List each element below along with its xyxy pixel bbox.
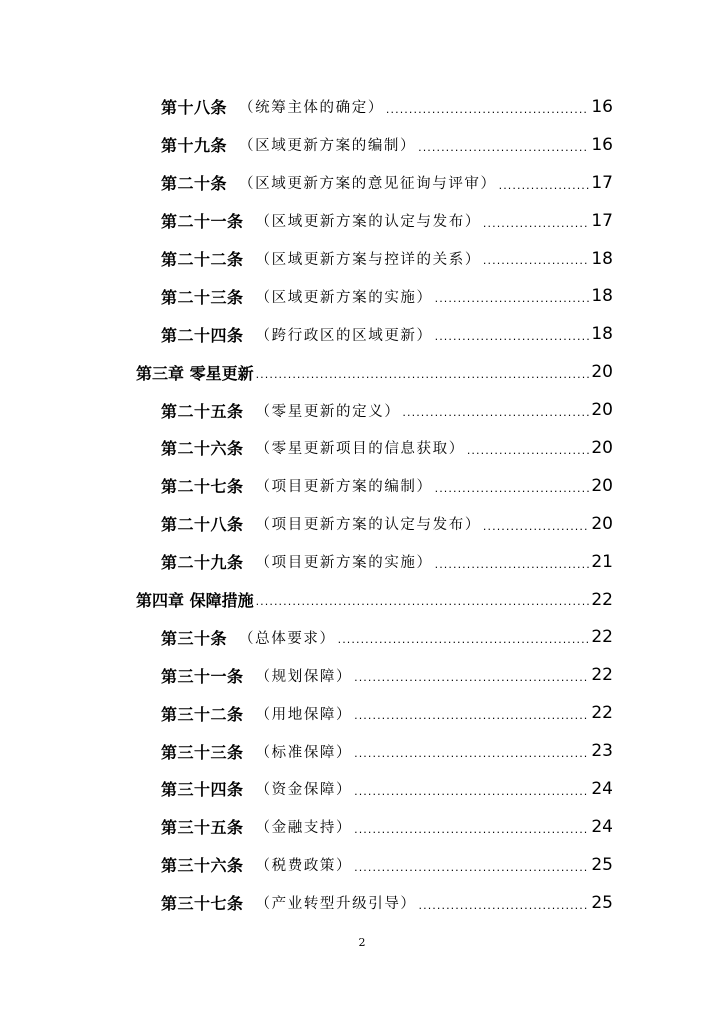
toc-entry-article-30[interactable] <box>0 618 724 656</box>
dot-leader <box>354 747 589 770</box>
article-title: （区域更新方案的意见征询与评审） <box>239 176 497 193</box>
article-number: 第三十条 <box>161 628 228 648</box>
article-number: 第二十三条 <box>161 287 244 307</box>
toc-entry-article-31[interactable] <box>0 656 724 694</box>
article-title: （项目更新方案的认定与发布） <box>255 517 481 534</box>
toc-entry-article-35[interactable] <box>0 808 724 846</box>
article-title: （产业转型升级引导） <box>255 896 417 913</box>
article-title: （用地保障） <box>255 706 353 723</box>
article-number: 第三十七条 <box>161 894 244 914</box>
chapter-title: 第三章 零星更新 <box>136 363 254 383</box>
article-title: （项目更新方案的编制） <box>255 479 433 496</box>
article-number: 第三十五条 <box>161 818 244 838</box>
article-number: 第三十四条 <box>161 780 244 800</box>
page-number: 18 <box>591 248 613 269</box>
article-number: 第十九条 <box>161 136 228 156</box>
dot-leader <box>402 406 589 429</box>
dot-leader <box>338 633 590 656</box>
toc-entry-article-34[interactable] <box>0 770 724 808</box>
dot-leader <box>354 785 589 808</box>
dot-leader <box>256 368 590 391</box>
article-number: 第二十一条 <box>161 212 244 232</box>
dot-leader <box>435 292 590 315</box>
toc-entry-article-20[interactable] <box>0 164 724 202</box>
page-number: 24 <box>591 778 613 799</box>
page-number: 20 <box>591 475 613 496</box>
dot-leader <box>354 671 589 694</box>
dot-leader <box>435 558 590 581</box>
page-number: 20 <box>591 513 613 534</box>
dot-leader <box>435 330 590 353</box>
article-title: （税费政策） <box>255 858 353 875</box>
page-number: 20 <box>591 362 613 383</box>
article-title: （项目更新方案的实施） <box>255 555 433 572</box>
toc-entry-article-26[interactable] <box>0 429 724 467</box>
article-number: 第二十七条 <box>161 477 244 497</box>
page-number: 16 <box>591 134 613 155</box>
article-number: 第二十五条 <box>161 401 244 421</box>
toc-entry-article-37[interactable] <box>0 884 724 922</box>
dot-leader <box>354 709 589 732</box>
dot-leader <box>483 520 589 543</box>
article-title: （区域更新方案的编制） <box>239 138 417 155</box>
page-number: 22 <box>591 665 613 686</box>
dot-leader <box>256 595 590 618</box>
page-number: 22 <box>591 627 613 648</box>
toc-entry-article-28[interactable] <box>0 505 724 543</box>
article-number: 第二十六条 <box>161 439 244 459</box>
page-number: 18 <box>591 324 613 345</box>
article-title: （资金保障） <box>255 782 353 799</box>
article-number: 第三十六条 <box>161 856 244 876</box>
article-number: 第二十条 <box>161 174 228 194</box>
article-title: （规划保障） <box>255 668 353 685</box>
toc-entry-chapter-3[interactable] <box>0 353 724 391</box>
toc-entry-article-25[interactable] <box>0 391 724 429</box>
article-number: 第三十三条 <box>161 742 244 762</box>
page-footer-number: 2 <box>358 936 366 949</box>
dot-leader <box>418 141 589 164</box>
page-number: 20 <box>591 400 613 421</box>
dot-leader <box>483 254 589 277</box>
article-title: （零星更新的定义） <box>255 403 401 420</box>
page-number: 22 <box>591 703 613 724</box>
article-number: 第三十一条 <box>161 666 244 686</box>
article-title: （统筹主体的确定） <box>239 100 384 117</box>
toc-entry-article-21[interactable] <box>0 202 724 240</box>
page-number: 17 <box>591 172 613 193</box>
article-number: 第二十四条 <box>161 325 244 345</box>
toc-entry-article-36[interactable] <box>0 846 724 884</box>
toc-entry-chapter-4[interactable] <box>0 581 724 619</box>
article-title: （区域更新方案的实施） <box>255 289 433 306</box>
toc-entry-article-29[interactable] <box>0 543 724 581</box>
article-number: 第二十二条 <box>161 250 244 269</box>
page-number: 24 <box>591 816 613 837</box>
toc-entry-article-23[interactable] <box>0 277 724 315</box>
article-number: 第二十九条 <box>161 553 244 573</box>
page-number: 25 <box>591 854 613 875</box>
article-number: 第三十二条 <box>161 704 244 724</box>
dot-leader <box>435 482 590 505</box>
article-title: （金融支持） <box>255 820 353 837</box>
page-number: 25 <box>591 892 613 913</box>
dot-leader <box>499 179 590 202</box>
chapter-title: 第四章 保障措施 <box>136 591 254 611</box>
page-number: 18 <box>591 286 613 307</box>
toc-entry-article-24[interactable] <box>0 315 724 353</box>
toc-entry-article-27[interactable] <box>0 467 724 505</box>
toc-entry-article-22[interactable] <box>0 240 724 278</box>
dot-leader <box>419 899 590 922</box>
page-number: 20 <box>591 437 613 458</box>
toc-entry-article-19[interactable] <box>0 126 724 164</box>
dot-leader <box>354 861 589 884</box>
table-of-contents <box>0 88 724 922</box>
page-number: 22 <box>591 589 613 610</box>
article-number: 第十八条 <box>161 98 228 118</box>
dot-leader <box>354 823 589 846</box>
dot-leader <box>467 444 590 467</box>
toc-entry-article-32[interactable] <box>0 694 724 732</box>
page-number: 17 <box>591 210 613 231</box>
toc-entry-article-18[interactable] <box>0 88 724 126</box>
article-title: （标准保障） <box>255 744 353 761</box>
article-title: （总体要求） <box>239 630 336 647</box>
article-title: （零星更新项目的信息获取） <box>255 441 465 458</box>
article-title: （跨行政区的区域更新） <box>255 327 433 344</box>
article-title: （区域更新方案与控详的关系） <box>255 252 481 268</box>
toc-entry-article-33[interactable] <box>0 732 724 770</box>
page-number: 23 <box>591 741 613 762</box>
page-number: 21 <box>591 551 613 572</box>
article-number: 第二十八条 <box>161 515 244 535</box>
page-number: 16 <box>591 96 613 117</box>
dot-leader <box>386 103 589 126</box>
article-title: （区域更新方案的认定与发布） <box>255 214 481 231</box>
dot-leader <box>483 217 589 240</box>
